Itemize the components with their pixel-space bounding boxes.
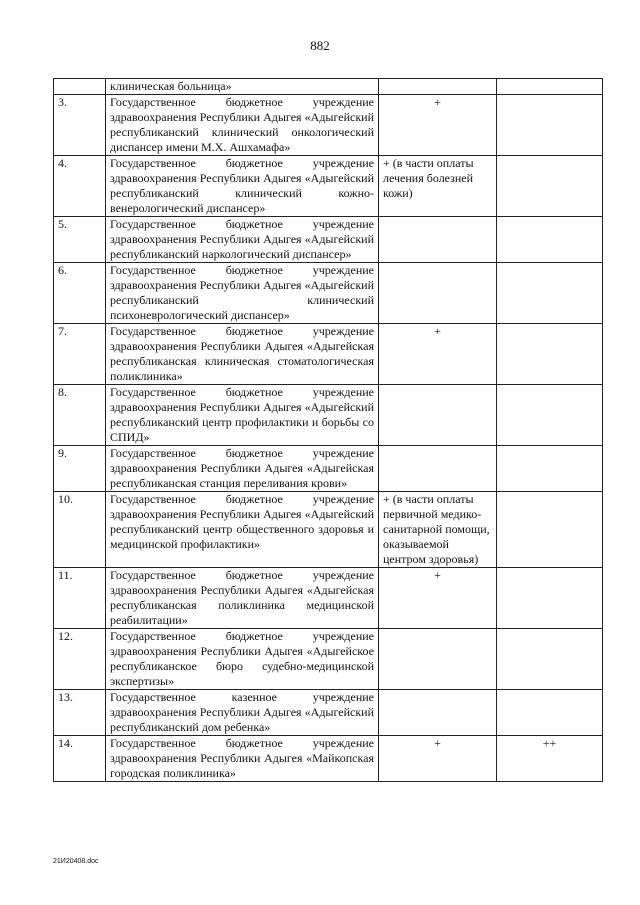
column-b-mark-cell: [497, 217, 603, 263]
institution-name-cell: Государственное бюджетное учреждение здравоохранения Республики Адыгея «Адыгейский республиканский центр общественного здоровья и медицинской профилактики»: [106, 492, 379, 568]
institutions-table: [53, 78, 603, 782]
institution-name-cell: клиническая больница»: [106, 79, 379, 95]
institution-name-cell: Государственное бюджетное учреждение здравоохранения Республики Адыгея «Адыгейский республиканский наркологический диспансер»: [106, 217, 379, 263]
table-row: [54, 492, 603, 568]
column-b-mark-cell: [497, 385, 603, 446]
column-b-mark-cell: [497, 492, 603, 568]
table-row: [54, 736, 603, 782]
institution-name-cell: Государственное казенное учреждение здравоохранения Республики Адыгея «Адыгейский республиканский дом ребенка»: [106, 690, 379, 736]
institution-name-cell: Государственное бюджетное учреждение здравоохранения Республики Адыгея «Майкопская городская поликлиника»: [106, 736, 379, 782]
table-row: [54, 217, 603, 263]
row-number-cell: 11.: [54, 568, 106, 629]
column-b-mark-cell: [497, 324, 603, 385]
column-a-mark-cell: +: [379, 736, 497, 782]
table-row: [54, 263, 603, 324]
column-a-mark-cell: [379, 690, 497, 736]
column-a-mark-cell: +: [379, 95, 497, 156]
column-b-mark-cell: ++: [497, 736, 603, 782]
column-b-mark-cell: [497, 446, 603, 492]
table-row: [54, 324, 603, 385]
institution-name-cell: Государственное бюджетное учреждение здравоохранения Республики Адыгея «Адыгейский республиканский центр профилактики и борьбы со СПИД»: [106, 385, 379, 446]
column-a-mark-cell: [379, 79, 497, 95]
column-a-mark-cell: [379, 446, 497, 492]
table-row: [54, 446, 603, 492]
column-b-mark-cell: [497, 79, 603, 95]
document-file-code: 21И20408.doc: [53, 858, 99, 865]
institution-name-cell: Государственное бюджетное учреждение здравоохранения Республики Адыгея «Адыгейский республиканский клинический кожно-венерологический диспансер»: [106, 156, 379, 217]
column-b-mark-cell: [497, 690, 603, 736]
column-a-mark-cell: + (в части оплаты первичной медико-санитарной помощи, оказываемой центром здоровья): [379, 492, 497, 568]
row-number-cell: 6.: [54, 263, 106, 324]
row-number-cell: 14.: [54, 736, 106, 782]
institution-name-cell: Государственное бюджетное учреждение здравоохранения Республики Адыгея «Адыгейский республиканский клинический психоневрологический диспансер»: [106, 263, 379, 324]
row-number-cell: 13.: [54, 690, 106, 736]
column-a-mark-cell: [379, 629, 497, 690]
column-a-mark-cell: [379, 217, 497, 263]
column-b-mark-cell: [497, 568, 603, 629]
row-number-cell: 7.: [54, 324, 106, 385]
page-number: 882: [310, 38, 330, 53]
column-a-mark-cell: +: [379, 568, 497, 629]
table-row: [54, 156, 603, 217]
column-b-mark-cell: [497, 629, 603, 690]
table-row: [54, 568, 603, 629]
row-number-cell: 4.: [54, 156, 106, 217]
institution-name-cell: Государственное бюджетное учреждение здравоохранения Республики Адыгея «Адыгейская республиканская станция переливания крови»: [106, 446, 379, 492]
row-number-cell: 8.: [54, 385, 106, 446]
institution-name-cell: Государственное бюджетное учреждение здравоохранения Республики Адыгея «Адыгейская республиканская поликлиника медицинской реабилитации»: [106, 568, 379, 629]
column-b-mark-cell: [497, 95, 603, 156]
table-row: [54, 79, 603, 95]
table-row: [54, 95, 603, 156]
row-number-cell: 10.: [54, 492, 106, 568]
row-number-cell: 3.: [54, 95, 106, 156]
column-a-mark-cell: [379, 385, 497, 446]
institution-name-cell: Государственное бюджетное учреждение здравоохранения Республики Адыгея «Адыгейский республиканский клинический онкологический диспансер имени М.Х. Ашхамафа»: [106, 95, 379, 156]
institution-name-cell: Государственное бюджетное учреждение здравоохранения Республики Адыгея «Адыгейская республиканская клиническая стоматологическая поликлиника»: [106, 324, 379, 385]
table-row: [54, 629, 603, 690]
table-row: [54, 690, 603, 736]
column-a-mark-cell: +: [379, 324, 497, 385]
table-row: [54, 385, 603, 446]
column-a-mark-cell: [379, 263, 497, 324]
row-number-cell: 5.: [54, 217, 106, 263]
institution-name-cell: Государственное бюджетное учреждение здравоохранения Республики Адыгея «Адыгейское республиканское бюро судебно-медицинской экспертизы»: [106, 629, 379, 690]
column-a-mark-cell: + (в части оплаты лечения болезней кожи): [379, 156, 497, 217]
column-b-mark-cell: [497, 263, 603, 324]
row-number-cell: [54, 79, 106, 95]
row-number-cell: 9.: [54, 446, 106, 492]
institutions-table-body: [54, 79, 603, 782]
column-b-mark-cell: [497, 156, 603, 217]
row-number-cell: 12.: [54, 629, 106, 690]
